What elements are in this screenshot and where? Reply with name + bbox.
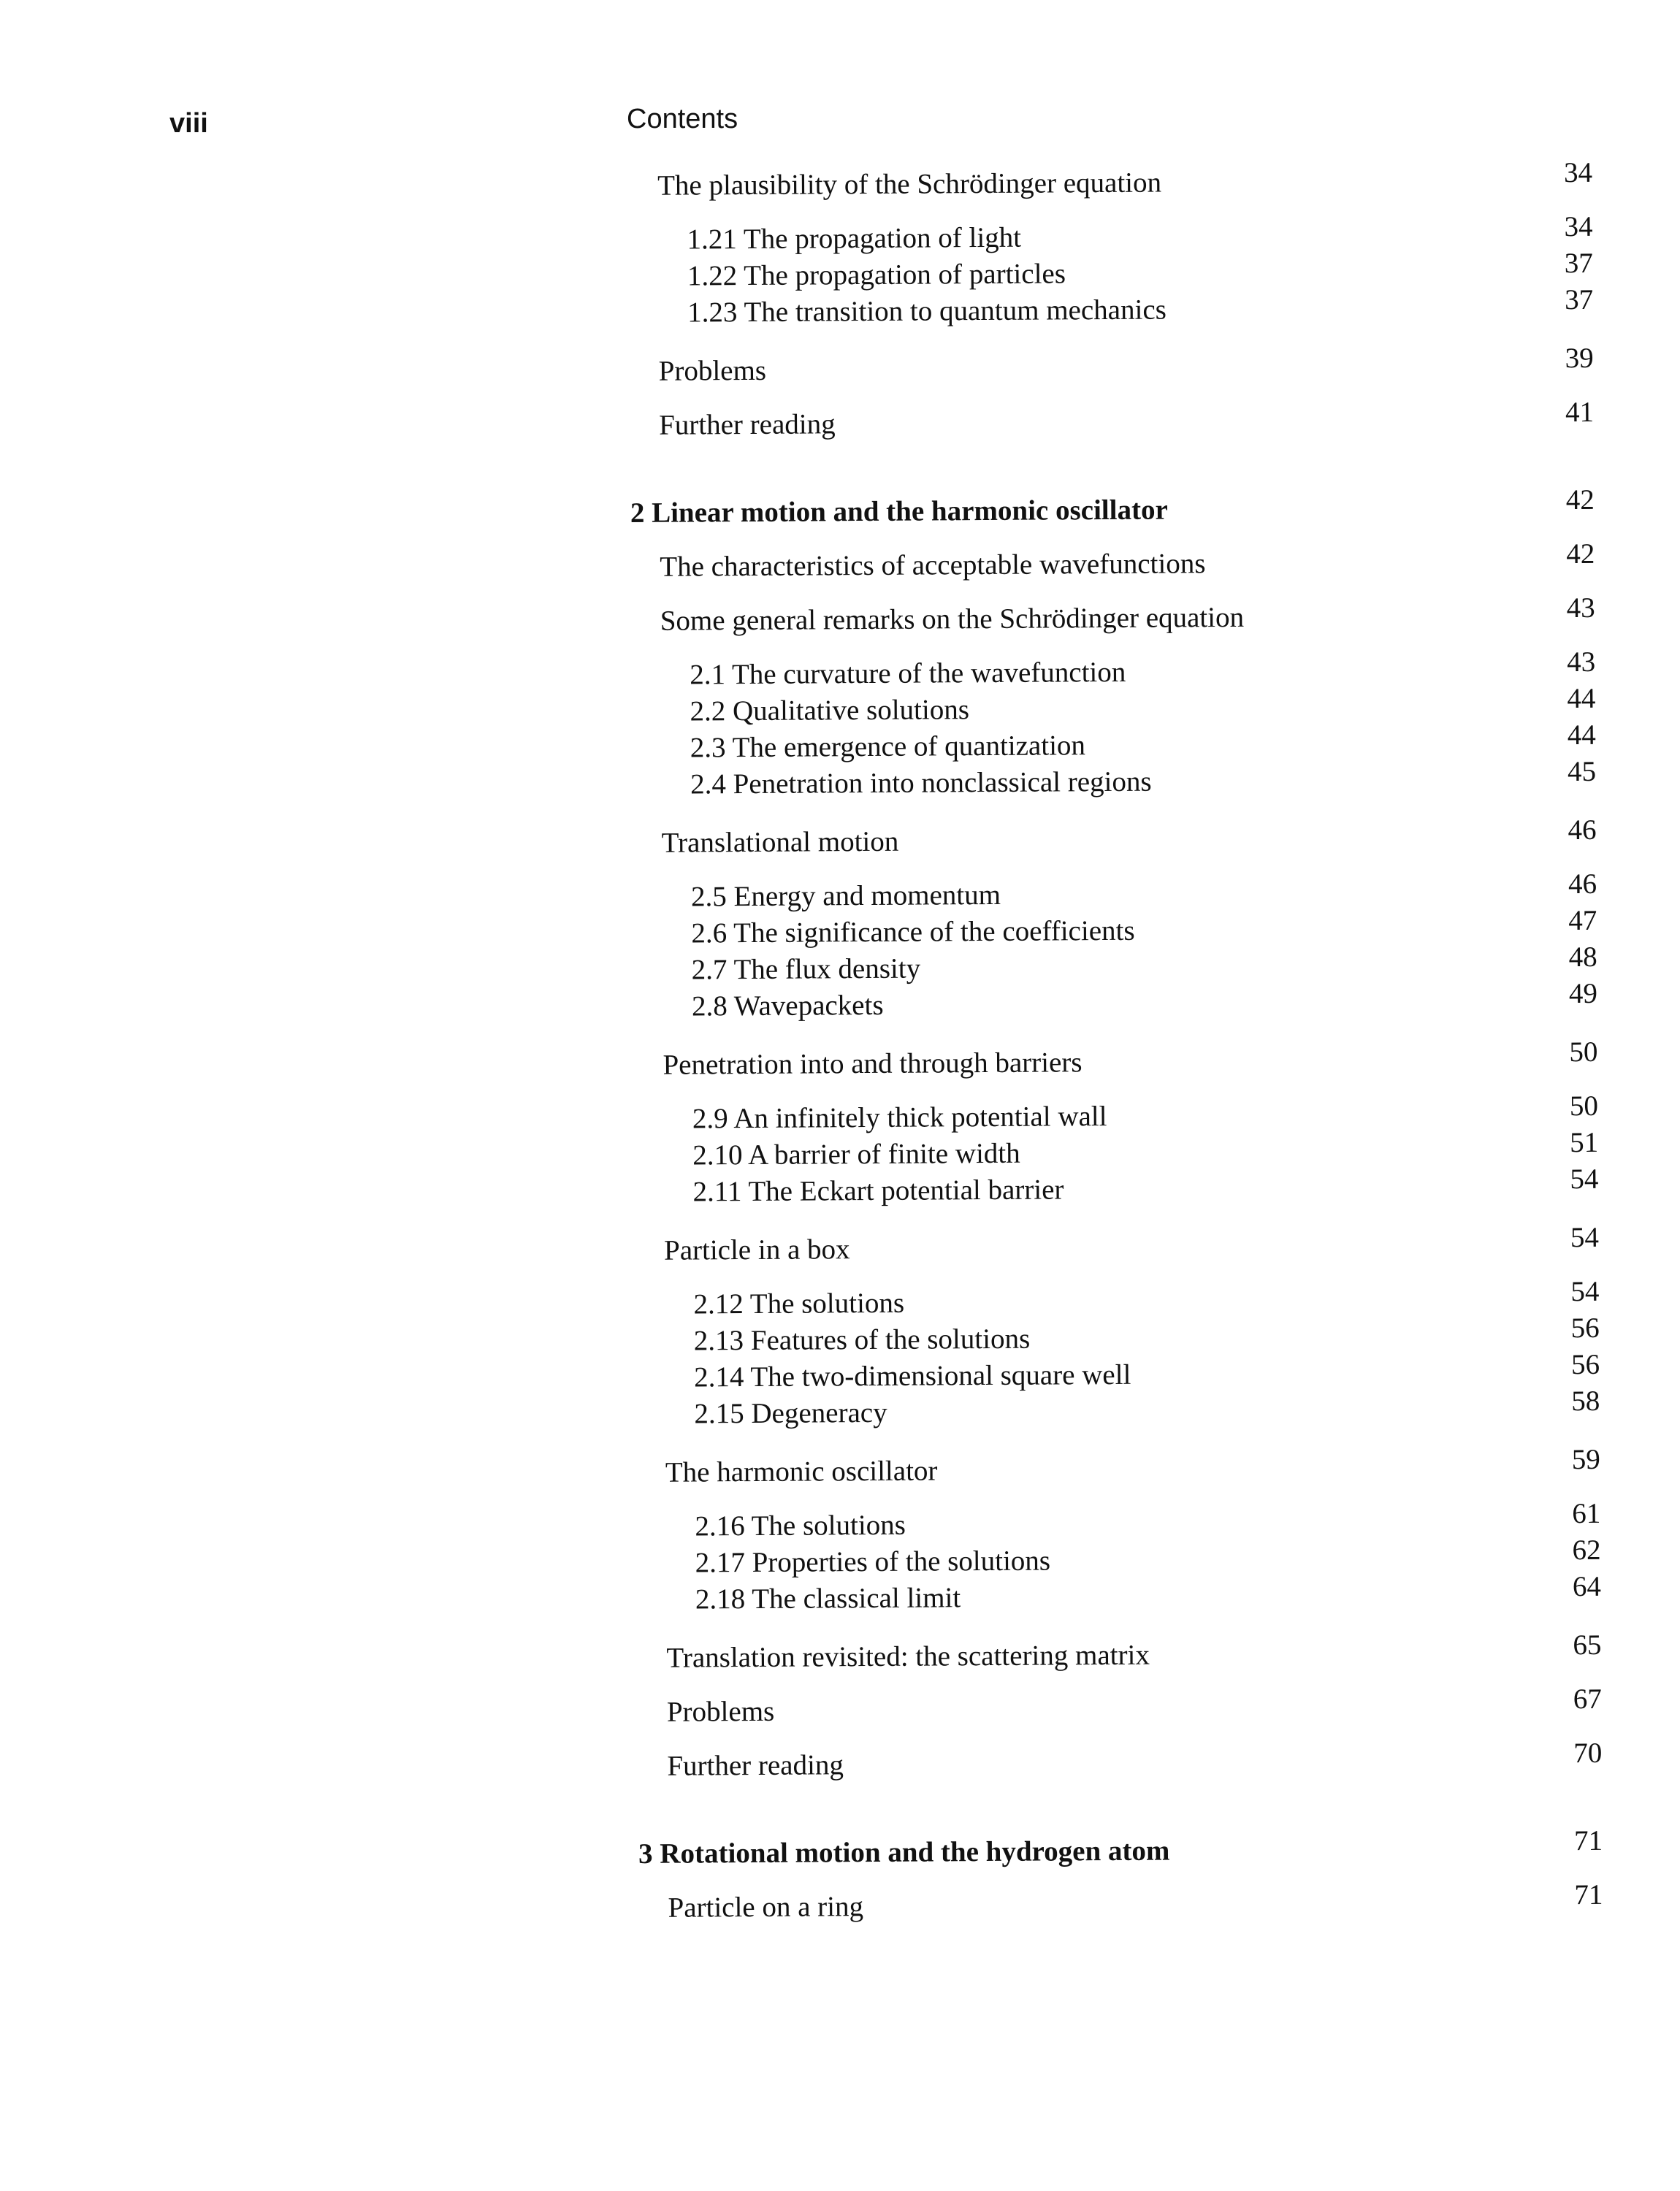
toc-entry-subsection <box>633 868 1597 916</box>
toc-entry-subsection <box>629 283 1594 332</box>
toc-entry-subsection <box>635 1275 1600 1323</box>
toc-entry-subsection <box>634 1163 1599 1211</box>
toc-entry-title: 2.4 Penetration into nonclassical regions <box>690 765 1152 800</box>
toc-entry-subsection <box>629 247 1593 295</box>
toc-entry-page: 56 <box>1570 1348 1600 1381</box>
toc-entry-title: 2.14 The two-dimensional square well <box>693 1358 1131 1393</box>
toc-entry-page: 54 <box>1570 1163 1599 1196</box>
toc-entry-title: Problems <box>666 1695 775 1728</box>
toc-entry-title: Particle on a ring <box>668 1891 864 1924</box>
toc-entry-page: 65 <box>1573 1629 1602 1662</box>
toc-entry-title: 2.3 The emergence of quantization <box>690 730 1086 764</box>
toc-entry-title: Translation revisited: the scattering matrix <box>666 1639 1150 1674</box>
toc-entry-page: 51 <box>1570 1126 1599 1159</box>
toc-entry-subsection <box>632 755 1597 803</box>
toc-entry-page: 42 <box>1566 538 1595 570</box>
toc-entry-section <box>638 1878 1603 1927</box>
toc-entry-section <box>630 396 1595 444</box>
toc-entry-page: 58 <box>1571 1385 1600 1418</box>
toc-entry-subsection <box>635 1348 1600 1396</box>
toc-entry-title: Further reading <box>659 408 836 441</box>
toc-entry-page: 43 <box>1566 592 1595 624</box>
toc-entry-title: 2.8 Wavepackets <box>691 989 884 1022</box>
toc-entry-title: 2.1 The curvature of the wavefunction <box>690 656 1126 691</box>
toc-entry-chapter <box>630 483 1595 532</box>
toc-entry-page: 61 <box>1572 1497 1601 1530</box>
toc-entry-chapter <box>638 1824 1603 1873</box>
toc-entry-title: Penetration into and through barriers <box>663 1047 1083 1081</box>
toc-entry-title: 2.5 Energy and momentum <box>690 879 1001 913</box>
toc-entry-page: 64 <box>1572 1570 1602 1603</box>
toc-entry-page: 34 <box>1563 156 1593 189</box>
toc-entry-title: 2.15 Degeneracy <box>694 1396 887 1430</box>
toc-entry-section <box>637 1629 1602 1677</box>
toc-entry-page: 49 <box>1568 977 1598 1010</box>
toc-entry-page: 62 <box>1572 1534 1601 1567</box>
toc-entry-title: Particle in a box <box>663 1234 850 1266</box>
toc-entry-title: 2.10 A barrier of finite width <box>692 1137 1020 1171</box>
page-number: viii <box>169 108 208 139</box>
toc-entry-title: The characteristics of acceptable wavefunctions <box>660 548 1206 583</box>
toc-entry-page: 39 <box>1565 342 1594 375</box>
toc-entry-section <box>633 1036 1598 1084</box>
toc-entry-page: 37 <box>1564 283 1594 316</box>
toc-entry-title: The harmonic oscillator <box>665 1455 938 1488</box>
toc-entry-section <box>630 538 1595 586</box>
toc-entry-title: 2.2 Qualitative solutions <box>690 694 970 727</box>
toc-entry-section <box>630 342 1594 390</box>
toc-entry-title: 1.21 The propagation of light <box>687 221 1022 256</box>
toc-entry-title: Problems <box>658 354 767 387</box>
toc-entry-title: 1.23 The transition to quantum mechanics <box>687 294 1167 329</box>
toc-entry-page: 54 <box>1570 1221 1600 1254</box>
toc-entry-title: Translational motion <box>661 825 899 859</box>
toc-entry-section <box>631 592 1595 640</box>
toc-entry-page: 56 <box>1570 1312 1600 1345</box>
toc-entry-page: 50 <box>1569 1036 1598 1068</box>
toc-entry-page: 45 <box>1567 755 1597 788</box>
toc-entry-subsection <box>636 1497 1601 1545</box>
running-head: Contents <box>627 104 738 134</box>
toc-entry-page: 71 <box>1573 1824 1603 1857</box>
toc-entry-page: 43 <box>1567 646 1596 678</box>
toc-entry-title: 2.12 The solutions <box>693 1287 905 1320</box>
toc-entry-subsection <box>628 210 1593 259</box>
toc-entry-title: 1.22 The propagation of particles <box>687 258 1066 292</box>
toc-entry-page: 50 <box>1569 1090 1599 1123</box>
toc-entry-section <box>632 814 1597 862</box>
table-of-contents <box>628 156 1603 1927</box>
toc-entry-title: 2.18 The classical limit <box>695 1582 961 1615</box>
toc-entry-title: 2.17 Properties of the solutions <box>695 1545 1051 1579</box>
toc-entry-title: 2 Linear motion and the harmonic oscillator <box>630 494 1168 529</box>
toc-entry-section <box>638 1737 1603 1785</box>
toc-entry-subsection <box>632 719 1596 767</box>
toc-entry-subsection <box>637 1570 1602 1618</box>
toc-entry-title: 2.13 Features of the solutions <box>693 1323 1031 1357</box>
toc-entry-subsection <box>634 1090 1599 1138</box>
toc-entry-title: 2.7 The flux density <box>691 952 921 986</box>
toc-entry-page: 70 <box>1573 1737 1603 1770</box>
toc-entry-title: Some general remarks on the Schrödinger equation <box>660 601 1245 637</box>
toc-entry-page: 47 <box>1568 904 1597 937</box>
toc-entry-title: 3 Rotational motion and the hydrogen atom <box>638 1835 1170 1870</box>
toc-entry-page: 67 <box>1573 1683 1602 1716</box>
toc-entry-page: 48 <box>1568 941 1597 974</box>
toc-entry-subsection <box>631 682 1596 730</box>
toc-entry-subsection <box>635 1312 1600 1360</box>
toc-entry-page: 37 <box>1564 247 1593 280</box>
toc-entry-subsection <box>631 646 1596 694</box>
toc-entry-page: 46 <box>1568 868 1597 901</box>
toc-entry-page: 44 <box>1567 682 1596 715</box>
toc-entry-page: 34 <box>1564 210 1593 243</box>
toc-entry-page: 41 <box>1565 396 1595 429</box>
toc-entry-subsection <box>635 1385 1600 1433</box>
toc-entry-title: 2.6 The significance of the coefficients <box>691 914 1135 949</box>
toc-entry-subsection <box>633 904 1597 952</box>
toc-entry-subsection <box>634 1126 1599 1174</box>
toc-entry-subsection <box>633 977 1598 1025</box>
toc-entry-title: The plausibility of the Schrödinger equation <box>657 167 1162 202</box>
toc-entry-page: 44 <box>1567 719 1596 752</box>
toc-entry-section <box>628 156 1593 204</box>
toc-entry-section <box>638 1683 1602 1731</box>
toc-entry-page: 42 <box>1565 483 1595 516</box>
toc-entry-page: 59 <box>1571 1443 1600 1476</box>
toc-entry-page: 71 <box>1574 1878 1603 1911</box>
toc-entry-page: 46 <box>1568 814 1597 846</box>
toc-entry-page: 54 <box>1570 1275 1600 1308</box>
toc-entry-subsection <box>637 1534 1601 1582</box>
toc-entry-title: 2.11 The Eckart potential barrier <box>692 1174 1064 1208</box>
toc-entry-title: Further reading <box>667 1749 844 1782</box>
toc-entry-section <box>636 1443 1600 1491</box>
toc-entry-title: 2.16 The solutions <box>695 1509 906 1542</box>
toc-entry-subsection <box>633 941 1597 989</box>
toc-entry-title: 2.9 An infinitely thick potential wall <box>692 1101 1107 1135</box>
toc-entry-section <box>635 1221 1600 1269</box>
